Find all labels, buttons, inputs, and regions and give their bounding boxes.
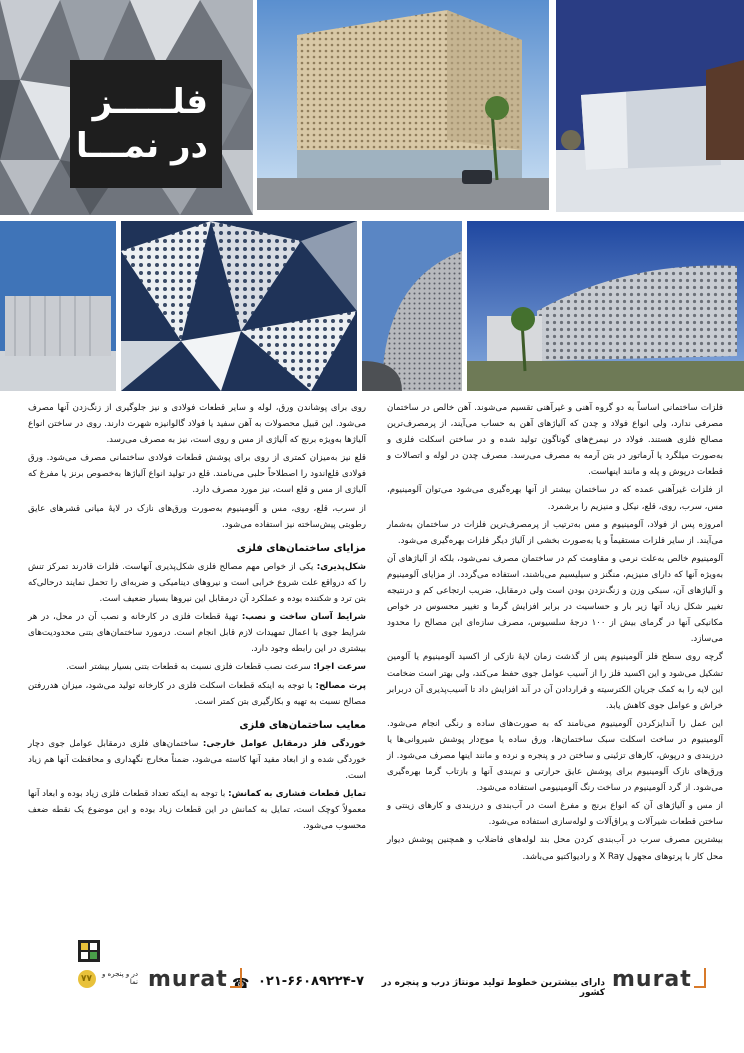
photo-metal-mesh-pavilion — [0, 221, 116, 391]
paragraph — [28, 786, 366, 834]
paragraph: آلومینیوم خالص به‌علت نرمی و مقاومت کم در ساختمان مصرف نمی‌شود، بلکه از آلیاژهای آن به‌ویژه آنها که دارای منیزیم، منگنز و سیلیسیم می‌باشند، استفاده می‌گردد. از مزایای آلومینیوم و آلیاژهای آن، سبکی وزن و زنگ‌نزدن بودن است ولی درمقابل، ضریب ارتجاعی کم و درنتیجه تغییر شکل زیاد آنها زیر بار و حساسیت در برابر افزایش گرما و تغییر محسوس در خواص مکانیکی آنها در گرمای بیش از ۱۰۰ درجهٔ سلسیوس، مصرف سازه‌ای این مصالح را محدود می‌سازد. — [387, 553, 723, 645]
paragraph: از فلزات غیرآهنی عمده که در ساختمان بیشتر از آنها بهره‌گیری می‌شود می‌توان آلومینیوم، مس، سرب، روی، قلع، نیکل و منیزیم را برشمرد. — [387, 485, 723, 512]
photo-curved-perforated-facade — [362, 221, 462, 391]
paragraph: امروزه پس از فولاد، آلومینیوم و مس به‌ترتیب از پرمصرف‌ترین فلزات در ساختمان به‌شمار می‌آیند. از سایر فلزات مستقیماً و یا به‌صورت بخشی از آلیاژ دیگر فلزات بهره‌گیری می‌شود. — [387, 519, 723, 546]
term-label: سرعت اجرا: — [313, 662, 366, 673]
paragraph — [28, 678, 366, 710]
title-line-2: در نمـــا — [75, 126, 208, 166]
photo-perforated-triangles — [121, 221, 357, 391]
term-text: تهیهٔ قطعات فلزی در کارخانه و نصب آن در محل، در هر شرایط جوی با اعمال تمهیدات لازم قابل انجام است. درمورد ساختمان‌های بتنی محدودیت‌های بیشتری در این رابطه وجود دارد. — [28, 612, 366, 655]
paragraph: گرچه روی سطح فلز آلومینیوم پس از گذشت زمان لایهٔ نازکی از اکسید آلومینیوم یا آلومین تشکیل می‌شود و این اکسید فلز را از آسیب عوامل جوی حفظ می‌کند، ولی بهتر است ضخامت این لایه را به کمک جریان الکترسیته و قراردادن آن در آند افزایش داد تا آسیب‌پذیری آن دربرابر خراش و عوامل جوی کاهش یابد. — [387, 652, 723, 711]
page-number: ۷۷ — [81, 974, 92, 984]
term-text: سرعت نصب قطعات فلزی نسبت به قطعات بتنی بسیار بیشتر است. — [66, 662, 314, 673]
paragraph: قلع نیز به‌میزان کمتری از روی برای پوشش قطعات فولادی ساختمانی مصرف می‌شود. ورق فولادی قلع‌اندود را اصطلاحاً حلبی می‌نامند. قلع در تولید انواع آلیاژها به‌خصوص برنز یا مفرغ که آلیاژی از مس و قلع است، نیز مورد مصرف دارد. — [28, 453, 366, 496]
photo-perforated-facade-building — [257, 0, 549, 210]
paragraph: این عمل را آندایزکردن آلومینیوم می‌نامند که به صورت‌های ساده و رنگی انجام می‌شود. آلومینیوم در ساخت اسکلت سبک ساختمان‌ها، ورق ساده یا موج‌دار پوشش شیروانی‌ها یا درزبندی و درپوش، کارهای تزئینی و ساختن در و پنجره و نرده و مانند اینها مصرف می‌شود. از ورق‌های نازک آلومینیوم برای پوشش عایق حرارتی و نم‌بندی آنها و بازتاب گرما بهره‌گیری می‌شود. از گرد آلومینیوم در ساخت رنگ آلومینیومی استفاده می‌شود. — [387, 718, 723, 794]
term-text: ساختمان‌های فلزی درمقابل عوامل جوی دچار خوردگی شده و از ابعاد مفید آنها کاسته می‌شود، ضمناً مخارج نگهداری و محافظت آنها هم زیاد است. — [28, 738, 366, 781]
title-line-1: فلـــــز — [92, 82, 208, 122]
term-text: با توجه به اینکه قطعات اسکلت فلزی در کارخانه تولید می‌شود، میزان هدررفتن مصالح نسبت به تهیه و بکارگیری بتن کمتر است. — [28, 680, 366, 707]
term-label: شکل‌پذیری: — [316, 561, 366, 572]
paragraph: بیشترین مصرف سرب در آب‌بندی کردن محل بند لوله‌های فاضلاب و همچنین پوشش دیوار محل کار با پرتوهای مجهول X Ray و رادیواکتیو می‌باشد. — [387, 835, 723, 862]
term-label: شرایط آسان ساخت و نصب: — [241, 612, 367, 623]
term-text: با توجه به اینکه تعداد قطعات فلزی زیاد بوده و ابعاد آنها معمولاً کوچک است، تمایل به کمانش در این قطعات زیاد بوده و این موضوع یک نقطه ضعف محسوب می‌شود. — [28, 789, 366, 832]
photo-modern-dotted-facade-building — [467, 221, 744, 391]
brand-logo-right: murat — [612, 967, 706, 992]
text-column-right — [387, 400, 723, 867]
paragraph — [28, 559, 366, 607]
term-label: پرت مصالح: — [315, 680, 366, 691]
paragraph: از سرب، قلع، روی، مس و آلومینیوم به‌صورت ورق‌های نازک در لایهٔ میانی قشرهای عایق رطوبتی پیش‌ساخته نیز استفاده می‌شود. — [28, 503, 366, 530]
section-heading-disadvantages: معایب ساختمان‌های فلزی — [239, 719, 366, 731]
paragraph — [28, 659, 366, 675]
magazine-name: در و پنجره و نما — [101, 970, 138, 986]
magazine-logo — [78, 940, 100, 962]
paragraph — [28, 736, 366, 784]
brand-slogan: دارای بیشترین خطوط تولید مونتاژ درب و پنجره در کشور — [381, 978, 605, 998]
section-heading-advantages: مزایای ساختمان‌های فلزی — [236, 542, 366, 554]
photo-glass-cube-building — [556, 0, 744, 212]
text-column-left — [28, 400, 366, 836]
phone-icon: ☎ — [232, 976, 250, 992]
paragraph: فلزات ساختمانی اساساً به دو گروه آهنی و غیرآهنی تقسیم می‌شوند. آهن خالص در ساختمان مصرفی ندارد، ولی انواع فولاد و چدن که آلیاژهای آهن به حساب می‌آیند، از پرمصرف‌ترین مصالح فلزی هستند. فولاد در نیمرخ‌های گوناگون تولید شده و در ساختن اسکلت فلزی و به‌صورت میلگرد یا آرماتور در بتن آرمه به مصرف می‌رسد. مصرف چدن در لوله و اتصالات و قطعات درپوش و پله و مانند اینهاست. — [387, 403, 723, 478]
term-label: تمایل قطعات فشاری به کمانش: — [228, 789, 366, 800]
paragraph: از مس و آلیاژهای آن که انواع برنج و مفرغ است در آب‌بندی و درزبندی و کارهای زینتی و ساختن قطعات شیرآلات و یراق‌آلات و لوله‌سازی استفاده می‌شود. — [387, 801, 723, 828]
paragraph — [28, 609, 366, 657]
article-title-box — [70, 60, 222, 188]
phone-number: ۰۲۱-۶۶۰۸۹۲۲۴-۷ — [258, 974, 365, 989]
term-label: خوردگی فلز درمقابل عوامل خارجی: — [202, 738, 366, 749]
paragraph: روی برای پوشاندن ورق، لوله و سایر قطعات فولادی و نیز جلوگیری از زنگ‌زدن آنها مصرف می‌شود. این قبیل محصولات به آهن سفید یا فولاد گالوانیزه شهرت دارند. روی در ساختن انواع آلیاژها به‌ویژه برنج که آلیاژی از مس و روی است، نیز به مصرف می‌رسد. — [28, 403, 366, 446]
footer-ad-strip — [0, 938, 744, 998]
brand-logo-left: murat — [148, 967, 242, 992]
term-text: یکی از خواص مهم مصالح فلزی شکل‌پذیری آنهاست. فلزات قادرند تمرکز تنش را که درواقع علت شروع خرابی است و نیروهای دینامیکی و ضربه‌ای را تحمل نمایند درحالی‌که بتن ترد و شکننده بوده و عملکرد آن درمقابل این نیروها بسیار ضعیف است. — [28, 561, 366, 605]
